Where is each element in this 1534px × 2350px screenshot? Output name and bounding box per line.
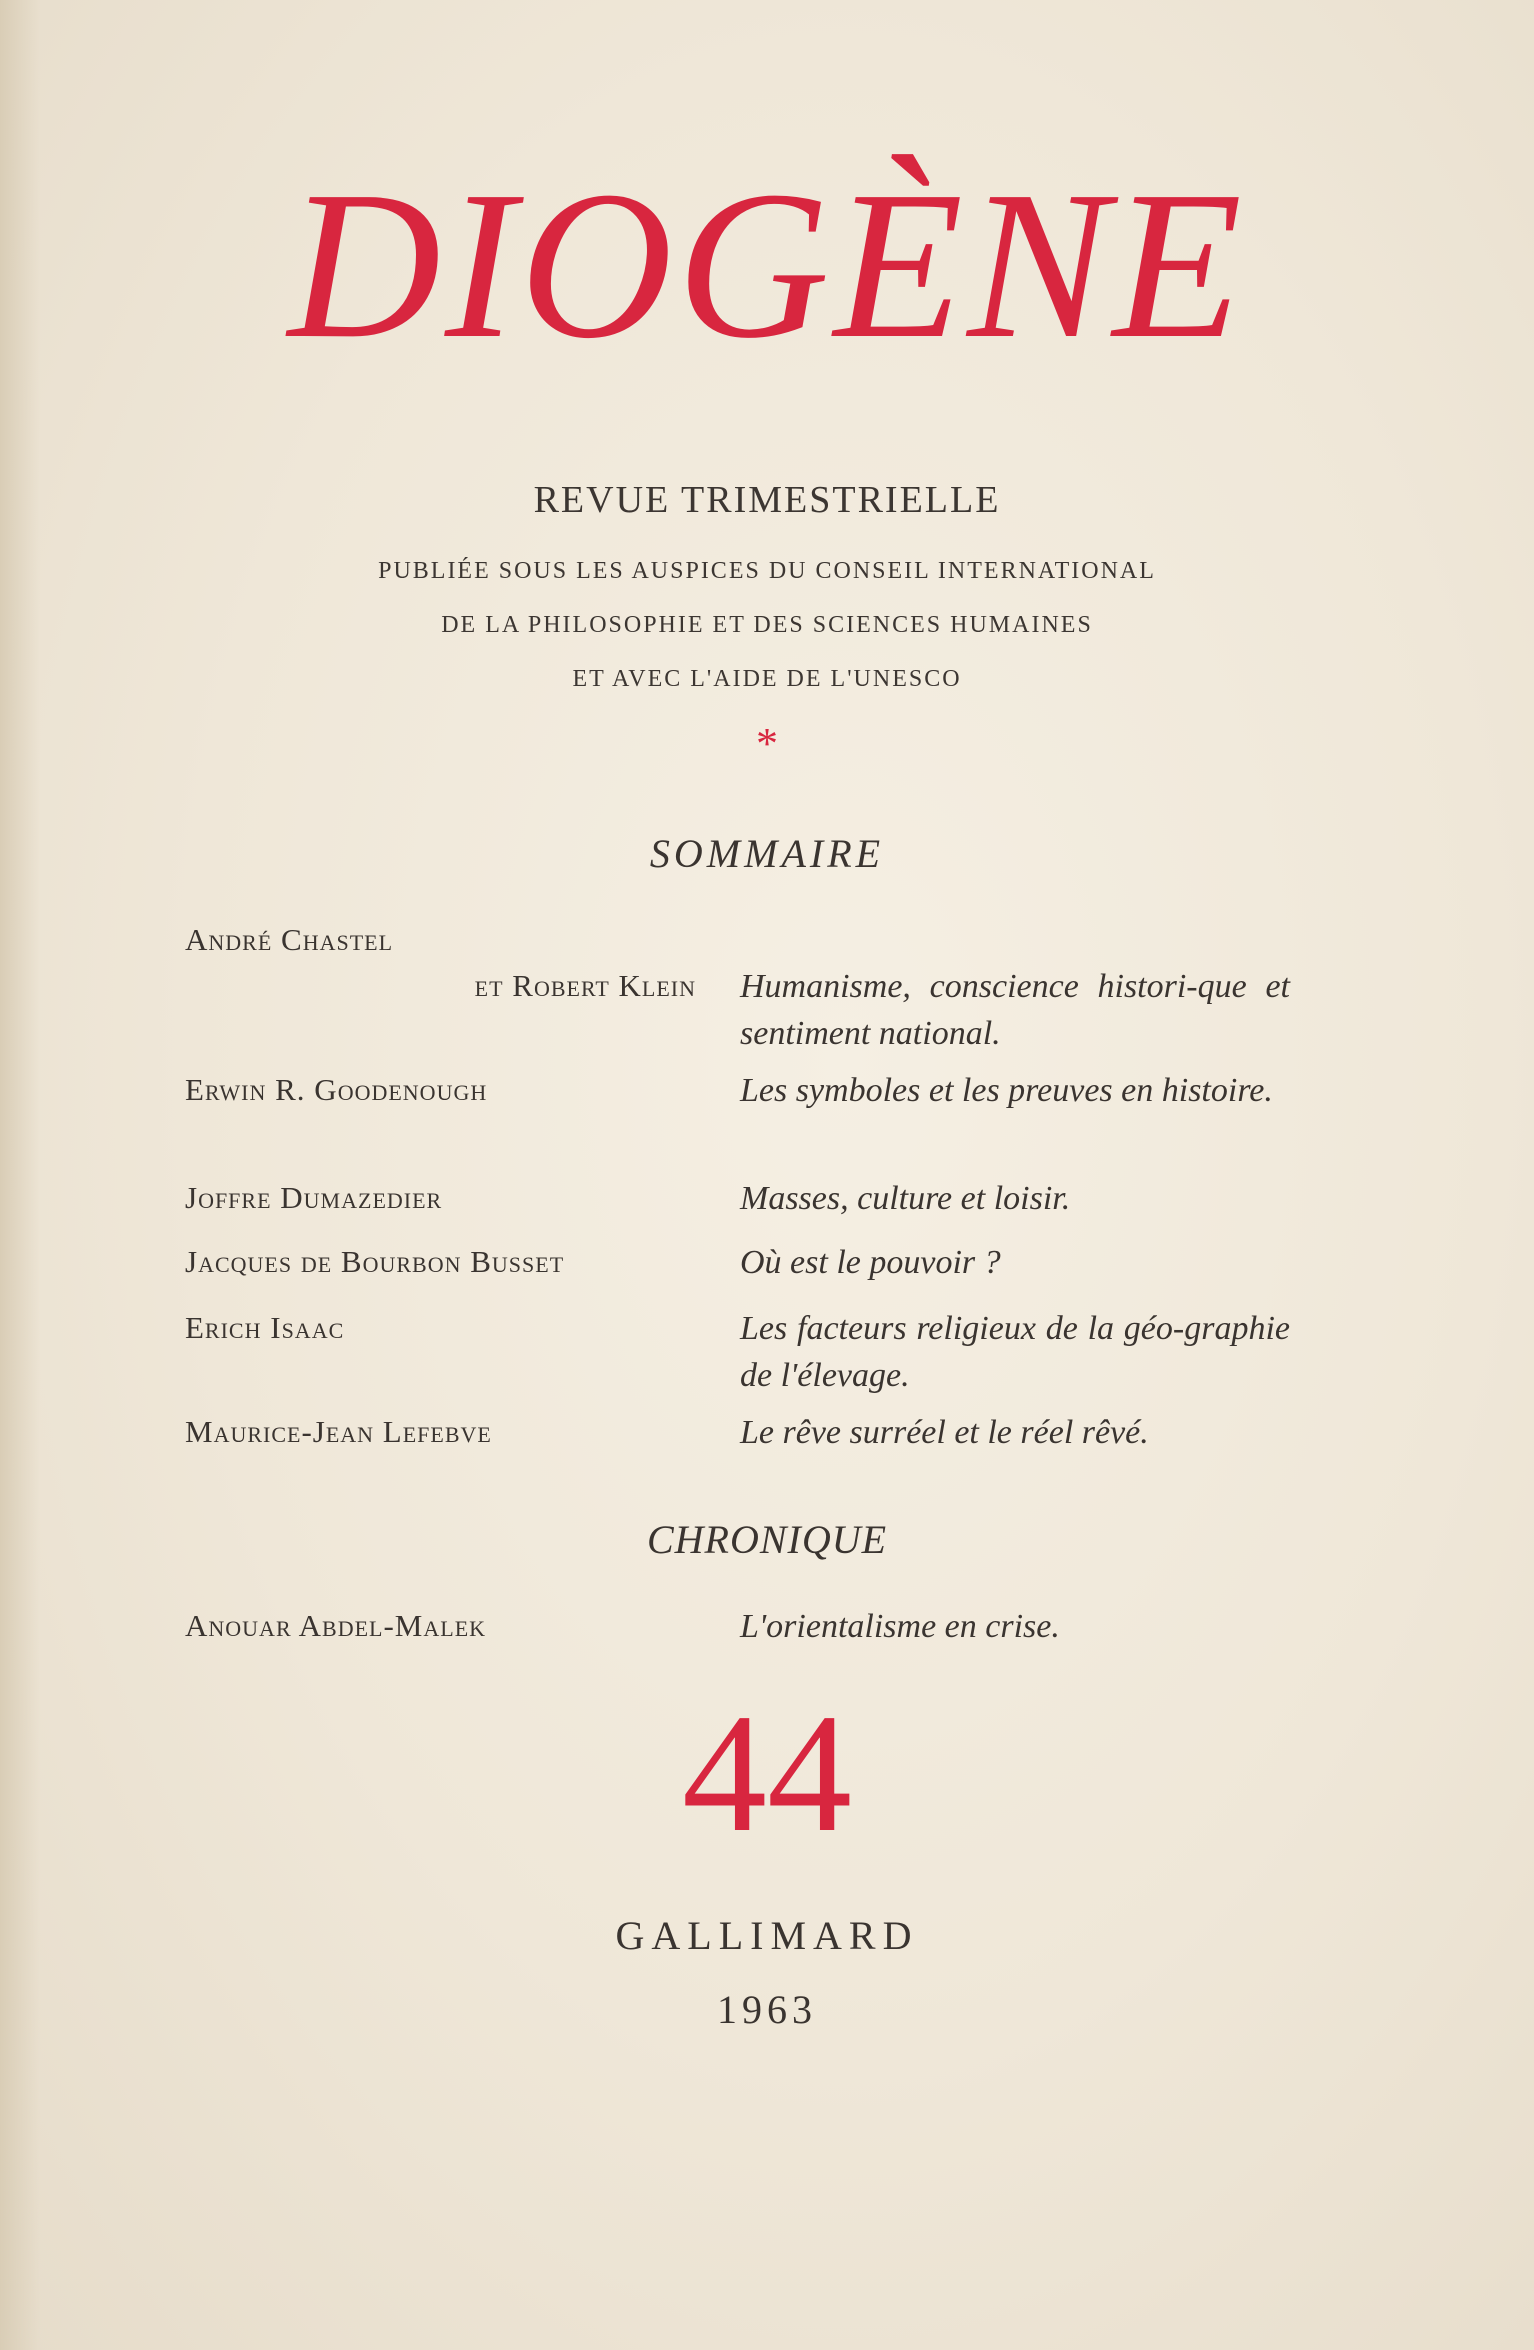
publication-year: 1963 (717, 1987, 817, 2032)
star-ornament: * (756, 719, 778, 768)
author-abdel-malek: Anouar Abdel-Malek (185, 1608, 487, 1643)
article-title-humanisme (740, 963, 1290, 1057)
chronique-heading: CHRONIQUE (646, 1517, 888, 1562)
article-title-reve: Le rêve surréel et le réel rêvé. (740, 1414, 1149, 1451)
author-bourbon-busset: Jacques de Bourbon Busset (185, 1244, 565, 1279)
author-chastel: André Chastel (185, 922, 394, 957)
author-klein: et Robert Klein (474, 968, 696, 1003)
article-title-humanisme-text: Humanisme, conscience histori-que et sentiment national. (740, 968, 1290, 1052)
auspices-line-3: ET AVEC L'AIDE DE L'UNESCO (572, 666, 962, 692)
auspices-line-1: PUBLIÉE SOUS LES AUSPICES DU CONSEIL INTERNATIONAL (378, 558, 1156, 584)
subtitle: REVUE TRIMESTRIELLE (533, 479, 1001, 521)
author-goodenough: Erwin R. Goodenough (185, 1072, 488, 1107)
article-title-orientalisme: L'orientalisme en crise. (740, 1608, 1060, 1645)
author-isaac: Erich Isaac (185, 1310, 345, 1345)
publisher-name: GALLIMARD (615, 1913, 919, 1958)
author-dumazedier: Joffre Dumazedier (185, 1180, 443, 1215)
auspices-line-2: DE LA PHILOSOPHIE ET DES SCIENCES HUMAINES (441, 612, 1093, 638)
author-lefebve: Maurice-Jean Lefebve (185, 1414, 492, 1449)
issue-number: 44 (682, 1679, 852, 1867)
article-title-masses: Masses, culture et loisir. (740, 1180, 1071, 1217)
masthead-title: DIOGÈNE (287, 147, 1247, 382)
article-title-symboles: Les symboles et les preuves en histoire. (740, 1072, 1273, 1109)
article-title-facteurs: Les facteurs religieux de la géo-graphie de l'élevage. (740, 1310, 1290, 1394)
article-title-pouvoir: Où est le pouvoir ? (740, 1244, 1001, 1281)
sommaire-heading: SOMMAIRE (649, 831, 885, 876)
